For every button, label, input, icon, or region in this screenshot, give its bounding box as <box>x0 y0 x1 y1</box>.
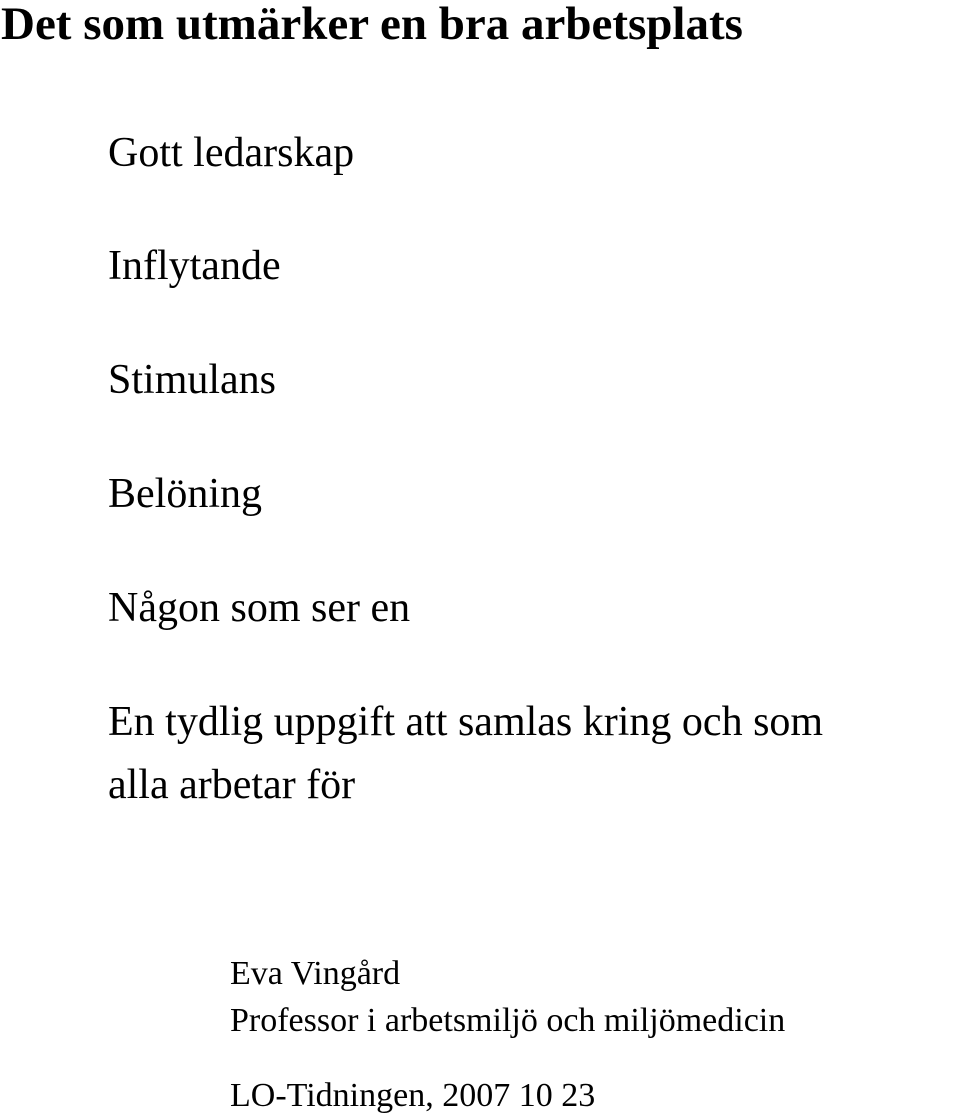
author-name: Eva Vingård <box>230 955 401 992</box>
source-citation: LO-Tidningen, 2007 10 23 <box>230 1077 596 1114</box>
list-item: Belöning <box>108 471 262 517</box>
list-item: Gott ledarskap <box>108 130 355 176</box>
list-item: Någon som ser en <box>108 585 411 631</box>
list-item: En tydlig uppgift att samlas kring och som <box>108 699 824 745</box>
list-item: Inflytande <box>108 243 281 289</box>
list-item-continuation: alla arbetar för <box>108 762 356 808</box>
page-title: Det som utmärker en bra arbetsplats <box>1 0 743 50</box>
author-role: Professor i arbetsmiljö och miljömedicin <box>230 1002 786 1039</box>
list-item: Stimulans <box>108 357 277 403</box>
